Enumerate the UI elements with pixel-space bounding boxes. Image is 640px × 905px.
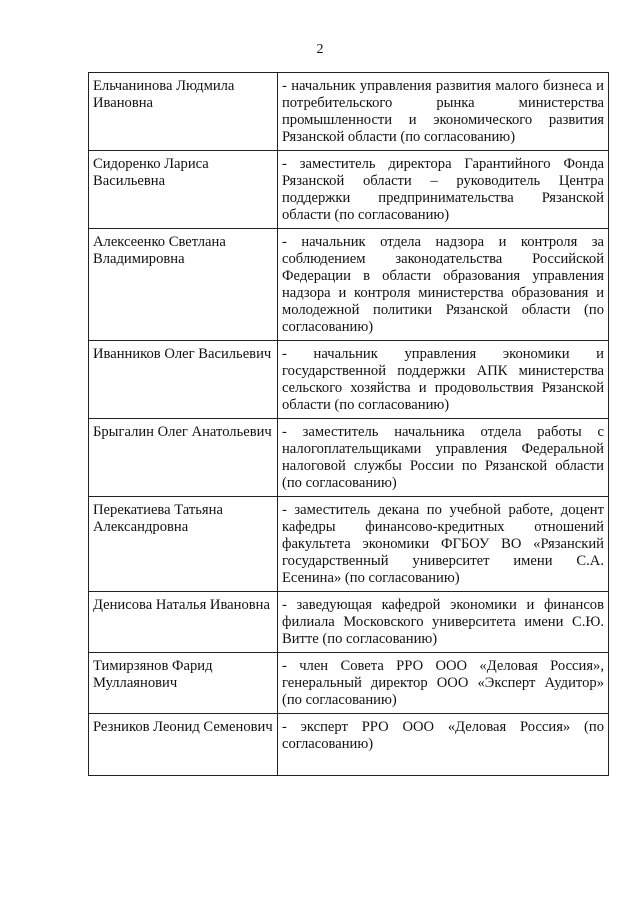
member-name: Перекатиева Татьяна Александровна — [89, 497, 278, 592]
page-number: 2 — [316, 42, 324, 57]
members-table — [88, 72, 609, 776]
member-role: - эксперт РРО ООО «Деловая Россия» (по согласованию) — [278, 714, 609, 776]
member-role: - заведующая кафедрой экономики и финансов филиала Московского университета имени С.Ю. Витте (по согласованию) — [278, 592, 609, 653]
member-name: Тимирзянов Фарид Муллаянович — [89, 653, 278, 714]
member-name: Резников Леонид Семенович — [89, 714, 278, 776]
member-name: Сидоренко Лариса Васильевна — [89, 151, 278, 229]
member-role: - начальник отдела надзора и контроля за соблюдением законодательства Российской Федерации в области образования управления надзора и контроля министерства образования и молодежной политики Рязанской области (по согласованию) — [278, 229, 609, 341]
table-row — [89, 229, 609, 341]
table-row — [89, 714, 609, 776]
member-name: Ельчанинова Людмила Ивановна — [89, 73, 278, 151]
member-name: Иванников Олег Васильевич — [89, 341, 278, 419]
table-row — [89, 653, 609, 714]
member-name: Брыгалин Олег Анатольевич — [89, 419, 278, 497]
table-row — [89, 151, 609, 229]
table-row — [89, 341, 609, 419]
member-name: Денисова Наталья Ивановна — [89, 592, 278, 653]
table-row — [89, 73, 609, 151]
table-row — [89, 497, 609, 592]
member-role: - начальник управления развития малого бизнеса и потребительского рынка министерства промышленности и экономического развития Рязанской области (по согласованию) — [278, 73, 609, 151]
member-role: - заместитель начальника отдела работы с налогоплательщиками управления Федеральной налоговой службы России по Рязанской области (по согласованию) — [278, 419, 609, 497]
table-row — [89, 419, 609, 497]
member-role: - заместитель директора Гарантийного Фонда Рязанской области – руководитель Центра поддержки предпринимательства Рязанской области (по согласованию) — [278, 151, 609, 229]
member-role: - член Совета РРО ООО «Деловая Россия», генеральный директор ООО «Эксперт Аудитор» (по согласованию) — [278, 653, 609, 714]
table-row — [89, 592, 609, 653]
member-role: - начальник управления экономики и государственной поддержки АПК министерства сельского хозяйства и продовольствия Рязанской области (по согласованию) — [278, 341, 609, 419]
member-name: Алексеенко Светлана Владимировна — [89, 229, 278, 341]
member-role: - заместитель декана по учебной работе, доцент кафедры финансово-кредитных отношений факультета экономики ФГБОУ ВО «Рязанский государственный университет имени С.А. Есенина» (по согласованию) — [278, 497, 609, 592]
